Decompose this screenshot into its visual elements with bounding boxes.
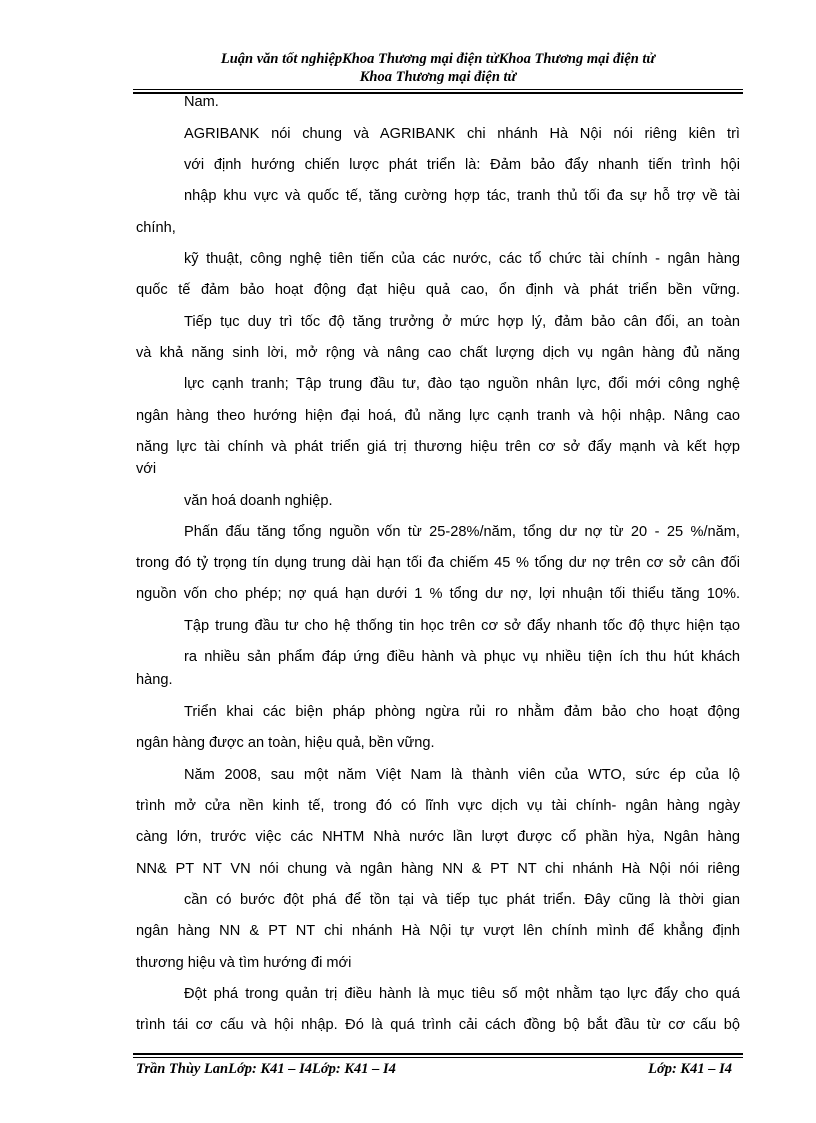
text-line: trong đó tỷ trọng tín dụng trung dài hạn tối đa chiếm 45 % tổng dư nợ trên cơ sở cân đối — [136, 555, 740, 571]
text-line: Tiếp tục duy trì tốc độ tăng trưởng ở mức hợp lý, đảm bảo cân đối, an toàn — [184, 314, 740, 330]
text-line: ngân hàng NN & PT NT chi nhánh Hà Nội tự vượt lên chính mình để khẳng định — [136, 923, 740, 939]
text-line: cần có bước đột phá để tồn tại và tiếp tục phát triển. Đây cũng là thời gian — [184, 892, 740, 908]
page-header — [133, 50, 743, 86]
text-line: Tập trung đầu tư cho hệ thống tin học trên cơ sở đẩy nhanh tốc độ thực hiện tạo — [184, 618, 740, 634]
text-line: thương hiệu và tìm hướng đi mới — [136, 955, 352, 971]
footer-divider — [133, 1057, 743, 1058]
text-line: lực cạnh tranh; Tập trung đầu tư, đào tạo nguồn nhân lực, đổi mới công nghệ — [184, 376, 740, 392]
text-line: ngân hàng được an toàn, hiệu quả, bền vững. — [136, 735, 435, 751]
footer-divider-thick — [133, 1053, 743, 1055]
header-divider — [133, 89, 743, 90]
text-line: nguồn vốn cho phép; nợ quá hạn dưới 1 % tổng dư nợ, lợi nhuận tối thiểu tăng 10%. — [136, 586, 740, 602]
text-line: với định hướng chiến lược phát triển là: Đảm bảo đẩy nhanh tiến trình hội — [184, 157, 740, 173]
text-line: với — [136, 461, 157, 477]
header-divider-thick — [133, 92, 743, 94]
text-line: văn hoá doanh nghiệp. — [184, 493, 333, 509]
header-title-line2: Khoa Thương mại điện tử — [359, 69, 517, 85]
text-line: chính, — [136, 220, 176, 236]
footer-class: Lớp: K41 – I4 — [648, 1061, 732, 1077]
text-line: nhập khu vực và quốc tế, tăng cường hợp tác, tranh thủ tối đa sự hỗ trợ về tài — [184, 188, 740, 204]
text-line: hàng. — [136, 672, 173, 688]
text-line: trình tái cơ cấu và hội nhập. Đó là quá trình cải cách đồng bộ bắt đầu từ cơ cấu bộ — [136, 1017, 740, 1033]
text-line: ra nhiều sản phẩm đáp ứng điều hành và phục vụ nhiều tiện ích thu hút khách — [184, 649, 740, 665]
text-line: trình mở cửa nền kinh tế, trong đó có lĩnh vực dịch vụ tài chính- ngân hàng ngày — [136, 798, 740, 814]
text-line: NN& PT NT VN nói chung và ngân hàng NN & PT NT chi nhánh Hà Nội nói riêng — [136, 861, 740, 877]
text-line: Phấn đấu tăng tổng nguồn vốn từ 25-28%/năm, tổng dư nợ từ 20 - 25 %/năm, — [184, 524, 740, 540]
text-line: Triển khai các biện pháp phòng ngừa rủi ro nhằm đảm bảo cho hoạt động — [184, 704, 740, 720]
text-line: Năm 2008, sau một năm Việt Nam là thành viên của WTO, sức ép của lộ — [184, 767, 740, 783]
text-line: ngân hàng theo hướng hiện đại hoá, đủ năng lực cạnh tranh và hội nhập. Nâng cao — [136, 408, 740, 424]
text-line: AGRIBANK nói chung và AGRIBANK chi nhánh Hà Nội nói riêng kiên trì — [184, 126, 740, 142]
footer-author: Trần Thùy LanLớp: K41 – I4Lớp: K41 – I4 — [136, 1061, 396, 1077]
text-line: Nam. — [184, 94, 219, 110]
text-line: quốc tế đảm bảo hoạt động đạt hiệu quả cao, ổn định và phát triển bền vững. — [136, 282, 740, 298]
text-line: càng lớn, trước việc các NHTM Nhà nước lần lượt được cổ phần hỳa, Ngân hàng — [136, 829, 740, 845]
text-line: Đột phá trong quản trị điều hành là mục tiêu số một nhằm tạo lực đẩy cho quá — [184, 986, 740, 1002]
text-line: năng lực tài chính và phát triển giá trị thương hiệu trên cơ sở đẩy mạnh và kết hợp — [136, 439, 740, 455]
header-title-line1: Luận văn tốt nghiệpKhoa Thương mại điện tửKhoa Thương mại điện tử — [220, 51, 656, 67]
text-line: và khả năng sinh lời, mở rộng và nâng cao chất lượng dịch vụ ngân hàng đủ năng — [136, 345, 740, 361]
text-line: kỹ thuật, công nghệ tiên tiến của các nước, các tổ chức tài chính - ngân hàng — [184, 251, 740, 267]
